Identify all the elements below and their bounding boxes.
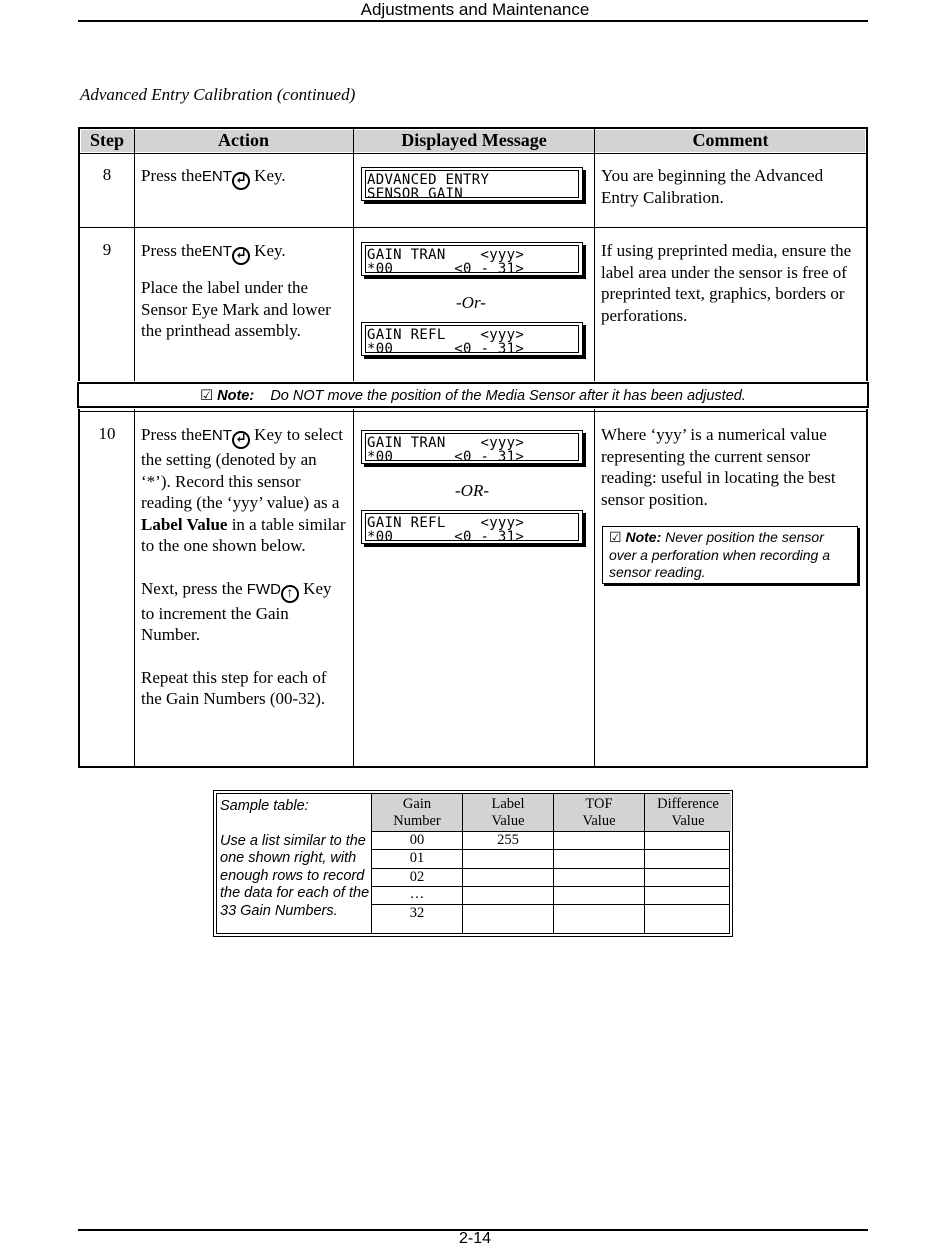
header-action: Action [218,130,269,150]
header-rule [78,20,868,22]
lcd-line-1: GAIN TRAN <yyy> [367,247,525,263]
step-number: 9 [102,240,112,259]
calibration-table [78,127,868,768]
or-separator: -OR- [455,481,489,500]
fwd-key-label: FWD [246,580,281,598]
media-sensor-note-bar [77,382,869,408]
step-number: 8 [102,165,112,184]
sample-header-label-value: Label Value [463,794,553,831]
col-divider [353,129,354,766]
header-step: Step [89,130,124,150]
action-text [141,240,346,342]
enter-icon: ↵ [232,172,250,190]
action-more: Place the label under the Sensor Eye Mark and lower the printhead assembly. [141,278,331,340]
col-divider [134,129,135,766]
action-text [141,424,347,710]
action-paragraph-2 [141,578,347,646]
section-heading: Advanced Entry Calibration (continued) [80,85,356,104]
action-p2-suffix: Key to increment the Gain Number. [141,578,332,644]
action-suffix: Key. [249,241,286,260]
page-number: 2-14 [458,1230,492,1247]
sample-cell: … [409,886,425,902]
sample-table [213,790,733,937]
sensor-note-text [609,529,853,582]
lcd-display [361,242,583,276]
comment-text: If using preprinted media, ensure the label area under the sensor is free of preprinted text, graphics, borders or perforations. [601,241,852,325]
action-text [141,165,346,190]
table-header [80,129,866,154]
lcd-line-2: *00 <0 - 31> [367,529,525,545]
action-bold: Label Value [141,514,228,534]
action-suffix2: in a table similar to the one shown below. [141,514,346,555]
sample-cell: 32 [409,905,425,921]
header-displayed-message: Displayed Message [401,130,547,150]
note-bar-label: Note: [217,388,255,404]
action-suffix: Key to select the setting (denoted by an ‘*’). Record this sensor reading (the ‘yyy’ value) as a [141,425,343,512]
sample-header-tof-value: TOF Value [554,794,644,831]
comment-text: Where ‘yyy’ is a numerical value representing the current sensor reading: useful in locating the best sensor position. [601,425,836,509]
lcd-display [361,430,583,464]
action-prefix: Press the [141,241,202,260]
ent-key-label: ENT [201,243,232,260]
lcd-line-1: ADVANCED ENTRY [367,172,490,188]
sample-table-caption [220,798,370,920]
enter-icon: ↵ [232,431,250,449]
lcd-display [361,510,583,544]
or-separator: -Or- [456,293,486,312]
lcd-line-1: GAIN TRAN <yyy> [367,435,525,451]
ent-key-label: ENT [201,427,232,444]
note-bar-text [79,388,867,404]
lcd-line-1: GAIN REFL <yyy> [367,327,525,343]
lcd-line-2: SENSOR GAIN [367,186,464,202]
step-number: 10 [98,424,116,443]
checkbox-icon: ☑ [200,388,214,404]
lcd-line-1: GAIN REFL <yyy> [367,515,525,531]
sensor-note-box [602,526,858,584]
sample-caption-body: Use a list similar to the one shown right, with enough rows to record the data for each of the 33 Gain Numbers. [220,832,370,919]
lcd-line-2: *00 <0 - 31> [367,261,525,277]
up-arrow-circle-icon: ↑ [281,585,299,603]
sensor-note-body: Never position the sensor over a perforation when recording a sensor reading. [609,529,831,580]
lcd-line-2: *00 <0 - 31> [367,341,525,357]
sample-cell: 00 [409,832,425,848]
col-divider [594,129,595,766]
page-header-title: Adjustments and Maintenance [360,0,590,19]
action-prefix: Press the [141,425,202,444]
lcd-display [361,167,583,201]
checkbox-icon: ☑ [609,529,622,545]
action-prefix: Press the [141,166,202,185]
sample-header-gain-number: Gain Number [372,794,462,831]
lcd-line-2: *00 <0 - 31> [367,449,525,465]
sample-cell: 02 [409,869,425,885]
sensor-note-label: Note: [625,529,662,545]
lcd-display [361,322,583,356]
sample-cell: 255 [497,832,519,848]
note-bar-body: Do NOT move the position of the Media Sensor after it has been adjusted. [270,388,746,404]
sample-header-difference-value: Difference Value [645,794,731,831]
sample-cell: 01 [409,850,425,866]
comment-text: You are beginning the Advanced Entry Calibration. [601,166,824,207]
action-paragraph-3: Repeat this step for each of the Gain Numbers (00-32). [141,667,327,708]
header-comment: Comment [692,130,769,150]
action-suffix: Key. [249,166,286,185]
enter-icon: ↵ [232,247,250,265]
action-p2-prefix: Next, press the [141,578,247,598]
ent-key-label: ENT [201,168,232,185]
row-divider [80,411,866,412]
row-divider [80,227,866,228]
sample-caption-title: Sample table: [220,798,309,814]
